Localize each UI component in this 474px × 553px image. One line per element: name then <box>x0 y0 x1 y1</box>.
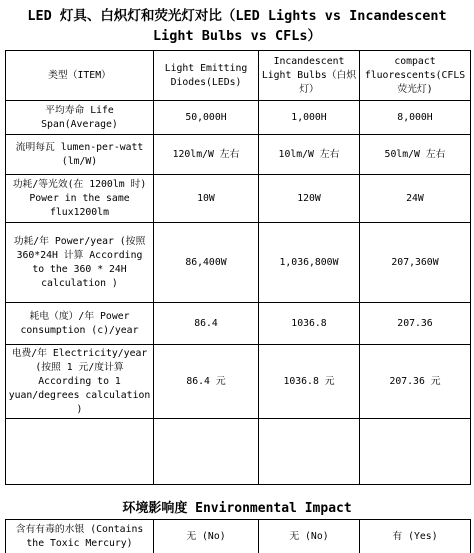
table-row <box>6 101 471 135</box>
cell-led: 10W <box>154 175 259 223</box>
cell-led: 86.4 <box>154 303 259 345</box>
empty-cell <box>259 419 360 485</box>
cell-led: 120lm/W 左右 <box>154 135 259 175</box>
comparison-table <box>5 50 471 485</box>
cell-cfl: 50lm/W 左右 <box>360 135 471 175</box>
empty-cell <box>6 419 154 485</box>
header-item: 类型（ITEM） <box>6 51 154 101</box>
document-title <box>0 6 474 46</box>
title-line-1: LED 灯具、白炽灯和荧光灯对比（LED Lights vs Incandescent <box>27 8 447 24</box>
cell-incandescent: 120W <box>259 175 360 223</box>
cell-cfl: 207,360W <box>360 223 471 303</box>
cell-cfl: 207.36 <box>360 303 471 345</box>
cell-cfl: 8,000H <box>360 101 471 135</box>
cell-incandescent: 1036.8 <box>259 303 360 345</box>
table-row <box>6 223 471 303</box>
row-label: 耗电（度）/年 Power consumption (c)/year <box>6 303 154 345</box>
cell-cfl: 207.36 元 <box>360 345 471 419</box>
cell-incandescent: 10lm/W 左右 <box>259 135 360 175</box>
header-cfl: compact fluorescents(CFLS 荧光灯) <box>360 51 471 101</box>
cell-led: 无 (No) <box>154 520 259 553</box>
environmental-table <box>5 519 471 553</box>
empty-row <box>6 419 471 485</box>
header-led: Light Emitting Diodes(LEDs) <box>154 51 259 101</box>
environmental-impact-title: 环境影响度 Environmental Impact <box>122 501 352 516</box>
row-label: 功耗/等光效(在 1200lm 时) Power in the same flux1200lm <box>6 175 154 223</box>
row-label: 电费/年 Electricity/year (按照 1 元/度计算 According to 1 yuan/degrees calculation ) <box>6 345 154 419</box>
cell-incandescent: 1,036,800W <box>259 223 360 303</box>
header-incandescent: Incandescent Light Bulbs（白炽灯） <box>259 51 360 101</box>
cell-led: 50,000H <box>154 101 259 135</box>
row-label: 功耗/年 Power/year (按照 360*24H 计算 According to the 360 * 24H calculation ) <box>6 223 154 303</box>
table-row <box>6 175 471 223</box>
cell-incandescent: 1,000H <box>259 101 360 135</box>
cell-led: 86,400W <box>154 223 259 303</box>
title-line-2: Light Bulbs vs CFLs） <box>153 28 321 44</box>
table-row <box>6 303 471 345</box>
cell-led: 86.4 元 <box>154 345 259 419</box>
header-row <box>6 51 471 101</box>
row-label: 平均寿命 Life Span(Average) <box>6 101 154 135</box>
empty-cell <box>154 419 259 485</box>
table-row <box>6 520 471 553</box>
cell-cfl: 有 (Yes) <box>360 520 471 553</box>
cell-incandescent: 无 (No) <box>259 520 360 553</box>
table-row <box>6 345 471 419</box>
empty-cell <box>360 419 471 485</box>
cell-incandescent: 1036.8 元 <box>259 345 360 419</box>
table-row <box>6 135 471 175</box>
row-label: 流明每瓦 lumen-per-watt (lm/W) <box>6 135 154 175</box>
cell-cfl: 24W <box>360 175 471 223</box>
row-label: 含有有毒的水银 (Contains the Toxic Mercury) <box>6 520 154 553</box>
